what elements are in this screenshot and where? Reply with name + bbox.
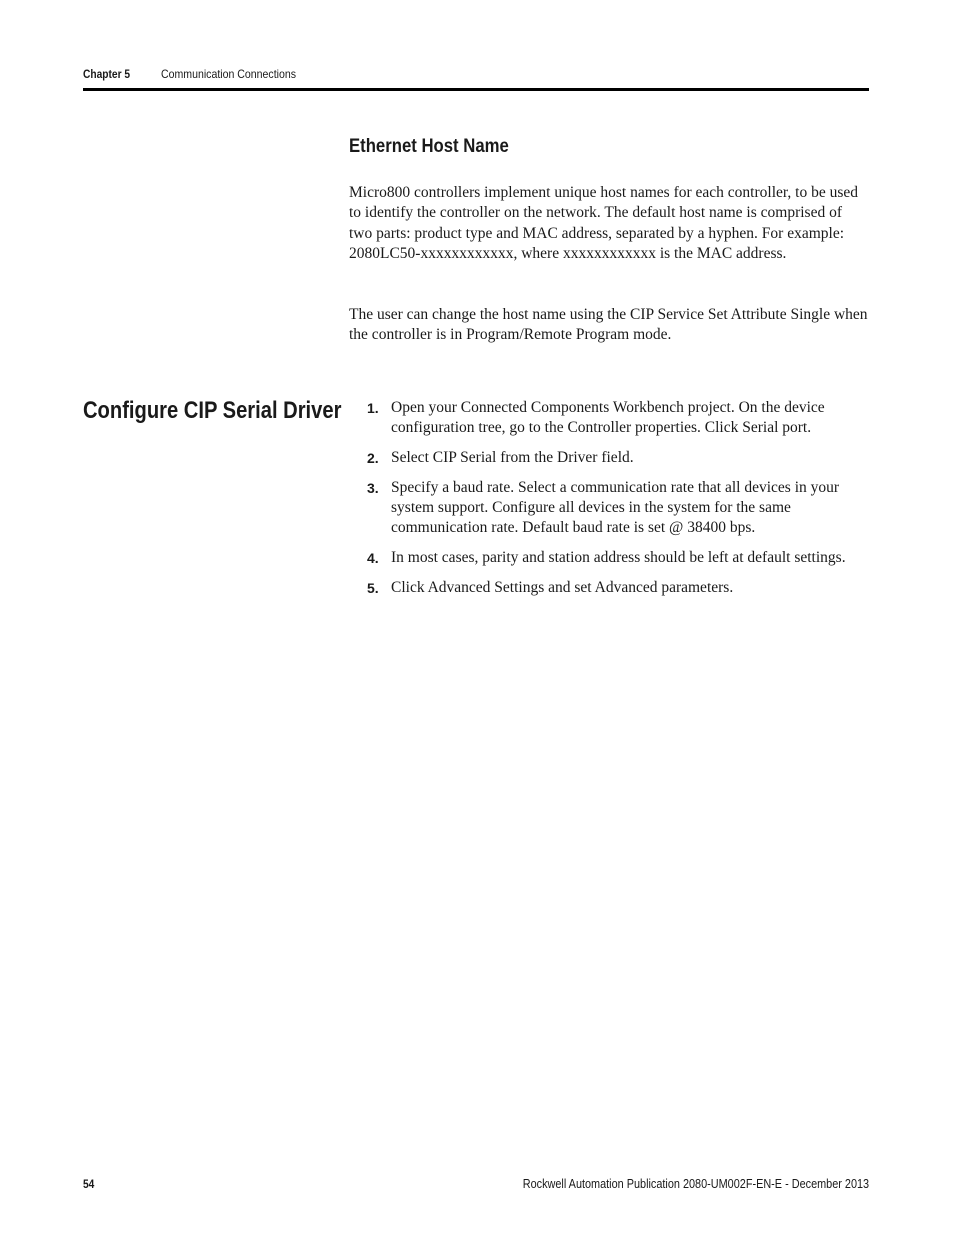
host-name-paragraph-2: The user can change the host name using the CIP Service Set Attribute Single when the controller is in Program/Remote Program mode. — [349, 306, 868, 344]
procedure-step — [349, 398, 869, 439]
step-number: 1. — [367, 400, 379, 416]
procedure-step — [349, 448, 869, 468]
publication-info: Rockwell Automation Publication 2080-UM002F-EN-E - December 2013 — [522, 1177, 869, 1191]
step-text: Specify a baud rate. Select a communication rate that all devices in your system support. Configure all devices in the system for the same communication rate. Default baud rate is set @ 38400 bps. — [391, 478, 840, 537]
step-text: Open your Connected Components Workbench project. On the device configuration tree, go to the Controller properties. Click Serial port. — [391, 399, 825, 437]
ethernet-host-name-heading: Ethernet Host Name — [349, 136, 509, 157]
step-number: 4. — [367, 550, 379, 567]
step-text: In most cases, parity and station address should be left at default settings. — [391, 549, 846, 567]
step-number: 2. — [367, 450, 379, 467]
running-header — [83, 66, 869, 82]
section-title: Communication Connections — [161, 67, 297, 81]
procedure-step — [349, 478, 869, 539]
configure-cip-serial-driver-heading: Configure CIP Serial Driver — [83, 397, 342, 424]
step-number: 5. — [367, 580, 379, 597]
procedure-step — [349, 578, 869, 598]
header-rule — [83, 88, 869, 91]
host-name-paragraph-1: Micro800 controllers implement unique host names for each controller, to be used to identify the controller on the network. The default host name is comprised of two parts: product type and MAC address, separated by a hyphen. For example: 2080LC50-xxxxxxxxxxxx, where xxxxxxxxxxxx is the MAC address. — [349, 184, 859, 262]
step-text: Select CIP Serial from the Driver field. — [391, 449, 634, 467]
step-number: 3. — [367, 479, 379, 496]
procedure-steps — [349, 398, 869, 608]
page-number: 54 — [83, 1177, 95, 1191]
procedure-step — [349, 548, 869, 568]
step-text: Click Advanced Settings and set Advanced parameters. — [391, 579, 734, 597]
chapter-label: Chapter 5 — [83, 67, 131, 81]
